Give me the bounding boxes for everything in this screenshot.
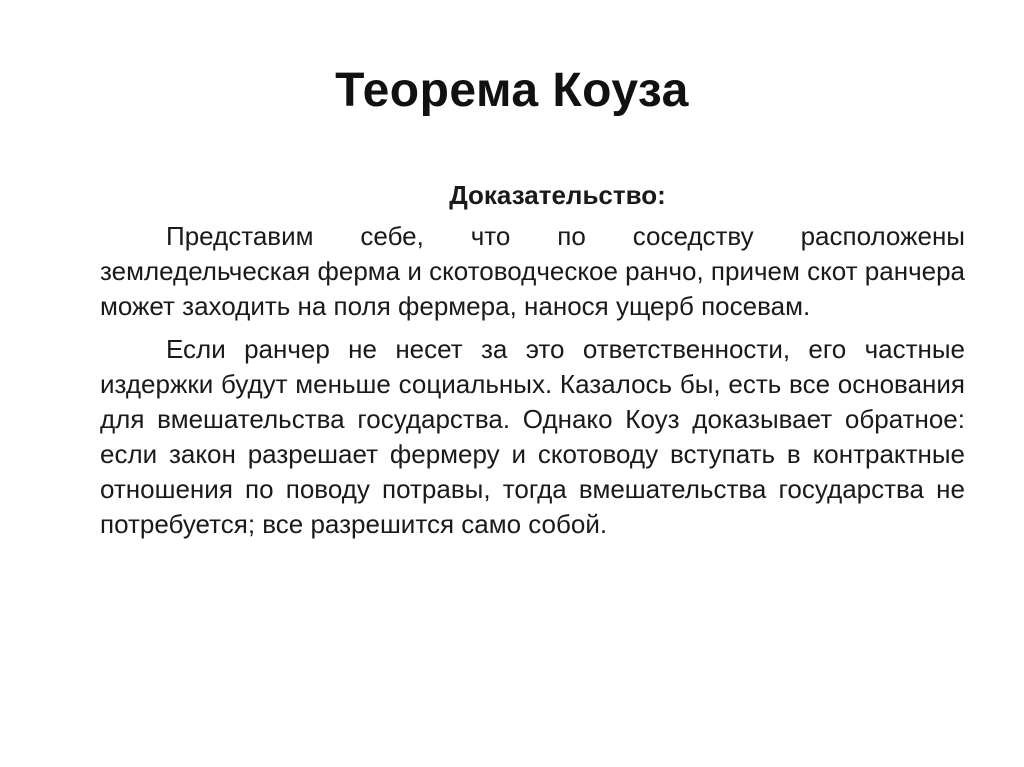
proof-heading: Доказательство: (449, 180, 666, 210)
slide-title: Теорема Коуза (335, 64, 689, 117)
paragraph-1: Представим себе, что по соседству расположены земледельческая ферма и скотоводческое ранчо, причем скот ранчера может заходить на поля фермера, нанося ущерб посевам. (100, 221, 965, 321)
paragraph-2: Если ранчер не несет за это ответственности, его частные издержки будут меньше социальных. Казалось бы, есть все основания для вмешательства государства. Однако Коуз доказывает обратное: если закон разрешает фермеру и скотоводу вступать в контрактные отношения по поводу потравы, тогда вмешательства государства не потребуется; все разрешится само собой. (100, 334, 965, 539)
slide-content (100, 175, 965, 550)
